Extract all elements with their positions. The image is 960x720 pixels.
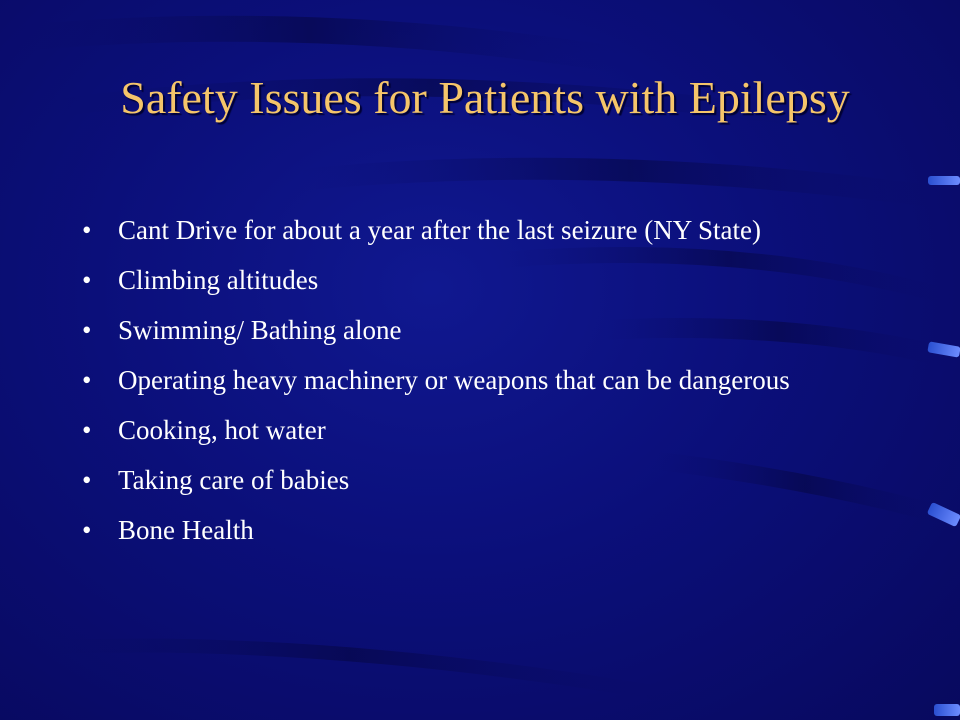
bullet-marker: • [82,415,92,445]
bullet-text: Climbing altitudes [118,265,319,295]
bullet-item [82,514,862,546]
edge-accent-mark [928,176,960,185]
edge-accent-mark [934,704,960,716]
slide-title: Safety Issues for Patients with Epilepsy [120,72,850,123]
bullet-text: Cooking, hot water [118,415,326,445]
bullet-list [82,214,862,564]
bullet-item [82,314,862,346]
bullet-item [82,364,862,396]
bullet-marker: • [82,315,92,345]
bullet-marker: • [82,265,92,295]
bullet-text: Cant Drive for about a year after the last seizure (NY State) [118,215,761,245]
bullet-marker: • [82,365,92,395]
bullet-item [82,414,862,446]
bullet-item [82,464,862,496]
bullet-marker: • [82,215,92,245]
bullet-text: Swimming/ Bathing alone [118,315,402,345]
bullet-text: Taking care of babies [118,465,350,495]
bullet-text: Bone Health [118,515,254,545]
bullet-marker: • [82,465,92,495]
bullet-marker: • [82,515,92,545]
bullet-item [82,214,862,246]
bullet-text: Operating heavy machinery or weapons that can be dangerous [118,365,790,395]
bullet-item [82,264,862,296]
